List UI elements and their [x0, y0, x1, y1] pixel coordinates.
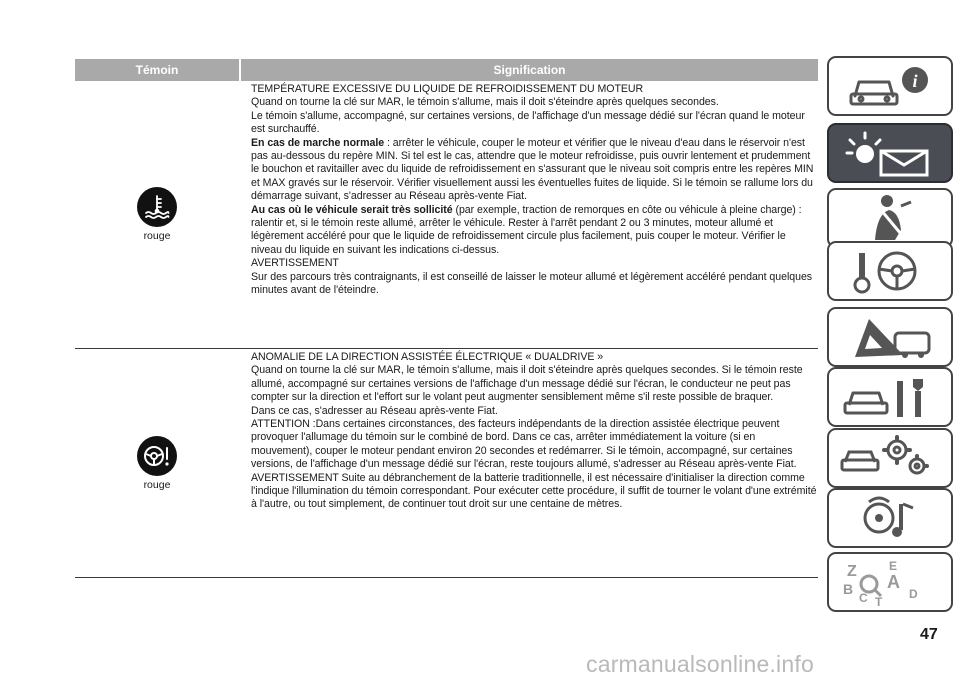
svg-text:T: T [875, 595, 883, 608]
tab-index[interactable] [827, 552, 953, 612]
tab-emergency[interactable] [827, 307, 953, 367]
paragraph: Au cas où le véhicule serait très sollicité (par exemple, traction de remorques en côte ou véhicule à pleine charge) : ralentir et, si le témoin reste allumé, arrêter le véhicule. Rester à l'arrêt pendant 2 ou 3 minutes, moteur allumé et légèrement accéléré pour que le liquide de refroidissement circule plus facilement, puis couper le moteur. Vérifier le niveau du liquide en suivant les indications ci-dessus. [251, 203, 802, 256]
paragraph: Quand on tourne la clé sur MAR, le témoin s'allume, mais il doit s'éteindre après quelques secondes. [251, 96, 719, 109]
alphabetical-index-icon [835, 556, 945, 608]
car-maintenance-wrench-icon [835, 371, 945, 423]
row-title: TEMPÉRATURE EXCESSIVE DU LIQUIDE DE REFROIDISSEMENT DU MOTEUR [251, 83, 644, 95]
table-row [75, 81, 818, 349]
bold-lead: En cas de marche normale [251, 136, 385, 149]
power-steering-failure-icon [137, 436, 177, 476]
tab-multimedia[interactable] [827, 488, 953, 548]
lamp-color-label: rouge [143, 478, 171, 491]
table-header [75, 59, 818, 81]
svg-text:B: B [843, 581, 854, 597]
tab-car-info[interactable] [827, 56, 953, 116]
paragraph: Sur des parcours très contraignants, il est conseillé de laisser le moteur allumé et légèrement accéléré pendant quelques minutes avant de l'éteindre. [251, 270, 813, 297]
svg-text:Z: Z [847, 563, 857, 580]
coolant-temperature-icon [137, 187, 177, 227]
lamp-color-label: rouge [143, 230, 171, 242]
tab-warning-lights[interactable] [827, 123, 953, 183]
header-temoin: Témoin [75, 59, 241, 81]
watermark: carmanualsonline.info [586, 651, 814, 677]
warning-lights-table [75, 59, 818, 578]
paragraph: ATTENTION :Dans certaines circonstances, des facteurs indépendants de la direction assistée électrique peuvent provoquer l'allumage du témoin sur le combiné de bord. Dans ce cas, arrêter immédiatement la voiture (si en mouvement), couper le moteur pendant environ 20 secondes et redémarrer. Si le témoin, accompagné, sur certaines versions, de l'affichage d'un message dédié sur l'écran, reste toujours allumé, s'adresser au Réseau après-vente Fiat. [251, 418, 797, 471]
header-signification: Signification [493, 63, 566, 77]
key-steering-wheel-icon [835, 245, 945, 297]
svg-text:E: E [889, 559, 898, 573]
technical-data-gears-icon [835, 432, 945, 484]
description-cell [239, 81, 818, 348]
svg-text:C: C [859, 591, 868, 605]
paragraph: AVERTISSEMENT Suite au débranchement de la batterie traditionnelle, il est nécessaire d'initialiser la direction comme l'indique l'illumination du témoin correspondant. Pour exécuter cette procédure, il suffit de tourner le volant d'une extrémité à l'autre, ou tout simplement, de continuer tout droit sur une centaine de mètres. [251, 471, 817, 511]
car-info-icon [835, 60, 945, 112]
tab-maintenance[interactable] [827, 367, 953, 427]
tab-safety[interactable] [827, 188, 953, 248]
row-title: ANOMALIE DE LA DIRECTION ASSISTÉE ÉLECTRIQUE « DUALDRIVE » [251, 351, 604, 363]
table-row [75, 349, 818, 578]
bold-lead: Au cas où le véhicule serait très sollicité [251, 203, 453, 216]
warning-heading: AVERTISSEMENT [251, 257, 339, 270]
lamp-cell [75, 349, 239, 577]
lamp-cell [75, 81, 239, 348]
svg-text:i: i [912, 71, 918, 91]
paragraph: Quand on tourne la clé sur MAR, le témoin s'allume, mais il doit s'éteindre après quelques secondes. Si le témoin reste allumé, accompagné sur certaines versions de l'affichage d'un message dédié sur l'écran, le conducteur ne peut pas compter sur la direction et l'effort sur le volant peut augmenter sensiblement même s'il reste possible de braquer. [251, 364, 803, 404]
svg-text:D: D [909, 587, 918, 601]
warning-light-message-icon [835, 127, 945, 179]
svg-text:A: A [887, 572, 900, 592]
page-number: 47 [920, 626, 938, 643]
tab-technical-data[interactable] [827, 428, 953, 488]
multimedia-icon [835, 492, 945, 544]
emergency-triangle-icon [835, 311, 945, 363]
description-cell [239, 349, 818, 577]
paragraph: Dans ce cas, s'adresser au Réseau après-vente Fiat. [251, 404, 498, 417]
paragraph: Le témoin s'allume, accompagné, sur certaines versions, de l'affichage d'un message dédié sur l'écran quand le moteur est surchauffé. [251, 109, 805, 136]
paragraph: En cas de marche normale : arrêter le véhicule, couper le moteur et vérifier que le niveau d'eau dans le réservoir n'est pas au-dessous du repère MIN. Si tel est le cas, attendre que le moteur refroidisse, puis ouvrir lentement et prudemment le bouchon et ravitailler avec du liquide de refroidissement en s'assurant que le niveau soit compris entre les repères MIN et MAX gravés sur le réservoir. Vérifier visuellement aussi les éventuelles fuites de liquide. Si le témoin se rallume lors du démarrage suivant, s'adresser au Réseau après-vente Fiat. [251, 136, 814, 203]
tab-starting-driving[interactable] [827, 241, 953, 301]
safety-seatbelt-icon [835, 192, 945, 244]
